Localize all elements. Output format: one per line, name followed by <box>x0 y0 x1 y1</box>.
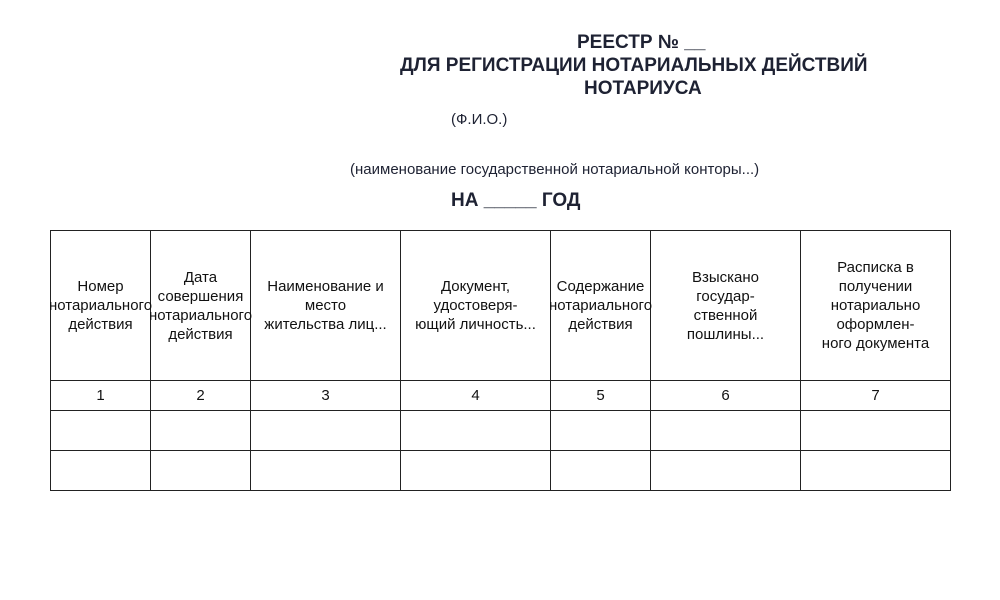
empty-cell <box>551 411 651 451</box>
empty-cell <box>151 451 251 491</box>
column-header <box>548 231 653 381</box>
column-number: 6 <box>651 381 801 411</box>
empty-cell <box>401 451 551 491</box>
empty-cell <box>51 451 151 491</box>
empty-cell <box>151 411 251 451</box>
column-number: 1 <box>51 381 151 411</box>
year-line: НА _____ ГОД <box>451 190 581 211</box>
column-header-text: Расписка в получении нотариально оформлен- ного документа <box>821 259 930 352</box>
table-row <box>51 411 951 451</box>
column-header-text: Дата совершения нотариального действия <box>148 268 253 343</box>
fio-caption: (Ф.И.О.) <box>451 111 508 128</box>
empty-cell <box>551 451 651 491</box>
empty-cell <box>801 451 951 491</box>
column-header <box>651 231 801 381</box>
column-number: 7 <box>801 381 951 411</box>
column-number-row <box>51 381 951 411</box>
empty-cell <box>51 411 151 451</box>
registry-subtitle-notary: НОТАРИУСА <box>584 78 702 99</box>
empty-cell <box>401 411 551 451</box>
table-header-row <box>51 231 951 381</box>
column-header-text: Наименование и место жительства лиц... <box>264 278 387 333</box>
column-number: 5 <box>551 381 651 411</box>
registry-subtitle: ДЛЯ РЕГИСТРАЦИИ НОТАРИАЛЬНЫХ ДЕЙСТВИЙ <box>400 55 868 76</box>
registry-title: РЕЕСТР № __ <box>577 32 706 53</box>
column-header-text: Содержание нотариального действия <box>548 278 653 333</box>
column-header-text: Документ, удостоверя- ющий личность... <box>415 278 536 333</box>
empty-cell <box>651 451 801 491</box>
column-header <box>251 231 401 381</box>
column-number: 3 <box>251 381 401 411</box>
empty-cell <box>801 411 951 451</box>
column-header <box>148 231 253 381</box>
column-header <box>801 231 951 381</box>
column-header <box>401 231 551 381</box>
column-header-text: Номер нотариального действия <box>48 278 153 333</box>
empty-cell <box>251 451 401 491</box>
empty-cell <box>651 411 801 451</box>
column-header-text: Взыскано государ- ственной пошлины... <box>686 268 765 343</box>
empty-cell <box>251 411 401 451</box>
office-caption: (наименование государственной нотариальной конторы...) <box>350 161 760 178</box>
column-number: 2 <box>151 381 251 411</box>
column-number: 4 <box>401 381 551 411</box>
column-header <box>48 231 153 381</box>
registry-table <box>50 230 951 491</box>
table-row <box>51 451 951 491</box>
